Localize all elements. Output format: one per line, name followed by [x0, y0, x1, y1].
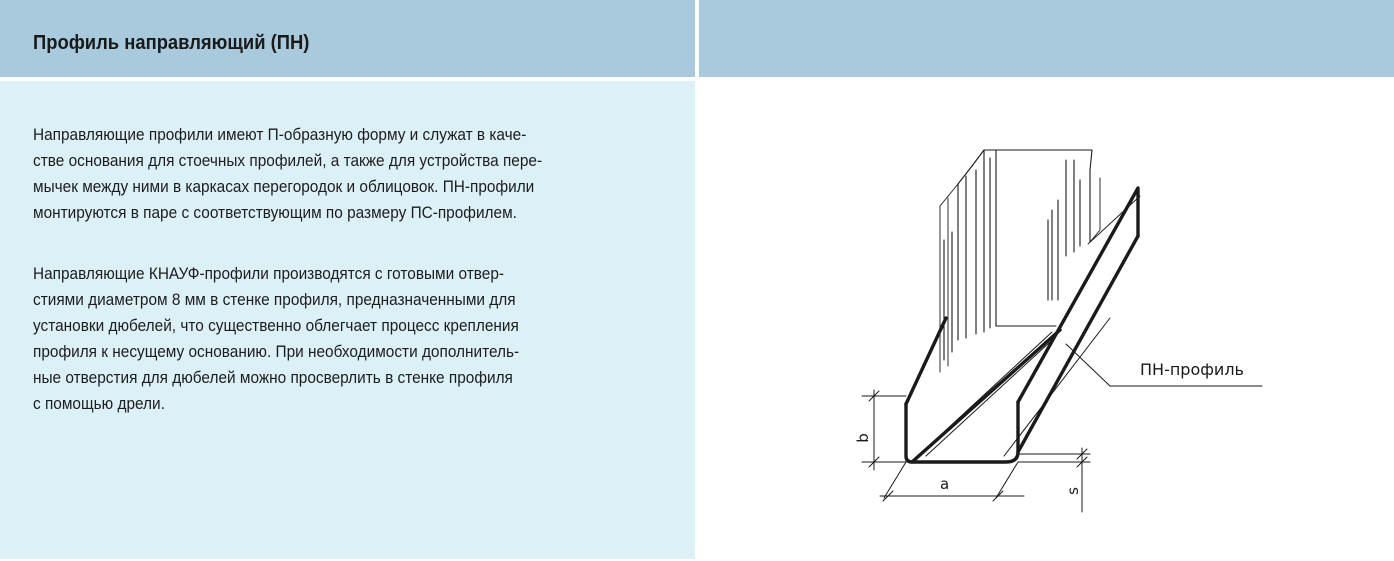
text-line: монтируются в паре с соответствующим по размеру ПС-профилем.	[33, 203, 517, 222]
dimension-b	[862, 390, 906, 470]
callout-label: ПН-профиль	[1140, 360, 1244, 379]
profile-technical-drawing	[840, 140, 1280, 520]
stud-profile-outline	[944, 150, 1092, 360]
text-line: Направляющие КНАУФ-профили производятся с готовыми отвер-	[33, 264, 505, 283]
text-line: стиями диаметром 8 мм в стенке профиля, предназначенными для	[33, 290, 516, 309]
dimension-a-label: a	[940, 475, 950, 493]
text-line: ные отверстия для дюбелей можно просверлить в стенке профиля	[33, 368, 513, 387]
text-line: профиля к несущему основанию. При необходимости дополнитель-	[33, 342, 520, 361]
description-paragraph-2	[33, 261, 667, 417]
dimension-s-label: s	[1063, 487, 1082, 495]
header-right-band	[699, 0, 1394, 77]
guide-profile-outline	[906, 188, 1138, 462]
description-paragraph-1	[33, 122, 667, 226]
text-line: мычек между ними в каркасах перегородок и облицовок. ПН-профили	[33, 177, 535, 196]
dimension-b-label: b	[853, 433, 872, 443]
text-line: с помощью дрели.	[33, 394, 165, 413]
dimension-s	[1018, 448, 1090, 512]
text-line: стве основания для стоечных профилей, а также для устройства пере-	[33, 151, 543, 170]
page-title: Профиль направляющий (ПН)	[33, 32, 310, 54]
text-line: установки дюбелей, что существенно облегчает процесс крепления	[33, 316, 519, 335]
dimension-a	[880, 462, 1024, 501]
text-line: Направляющие профили имеют П-образную форму и служат в каче-	[33, 125, 527, 144]
